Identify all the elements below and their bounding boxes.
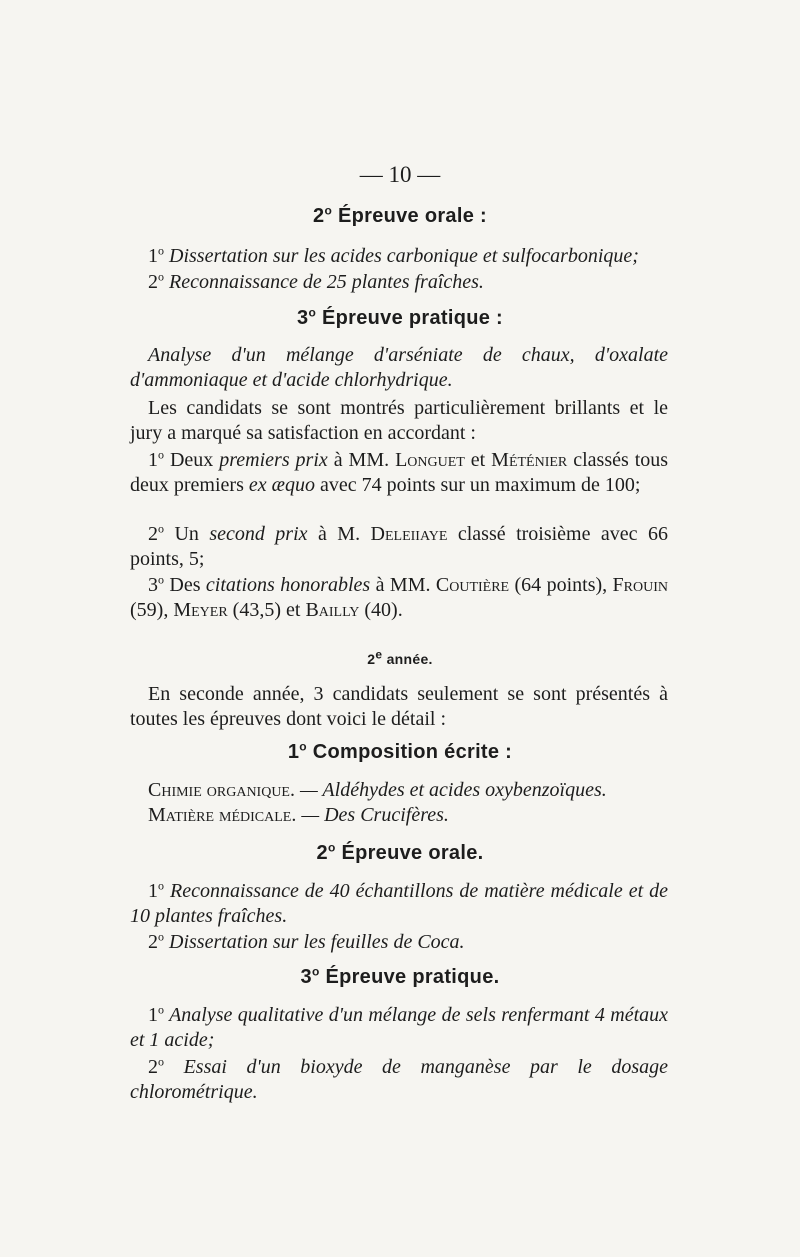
ordinal-mark: o	[324, 203, 333, 218]
results-prize-2: 2$^o$ Un second prix à M. Deleiiaye classé troisième avec 66 points, 5;	[130, 521, 668, 570]
heading-epreuve-pratique-1: 3$^o$ Épreuve pratique :	[297, 305, 503, 329]
section4-item-2: 2$^o$ Dissertation sur les feuilles de Coca.	[148, 929, 465, 953]
heading-epreuve-orale-2: 2$^o$ Épreuve orale.	[316, 840, 484, 864]
section5-item-2: 2$^o$ Essai d'un bioxyde de manganèse par le dosage chlorométrique.	[130, 1054, 668, 1103]
heading-epreuve-orale-1	[0, 205, 800, 228]
heading-composition-ecrite: 1$^o$ Composition écrite :	[287, 739, 513, 763]
second-year-intro: En seconde année, 3 candidats seulement se sont présentés à toutes les épreuves dont voici le détail :	[130, 683, 668, 730]
composition-line-1: Chimie organique. — Aldéhydes et acides oxybenzoïques.	[148, 779, 607, 801]
results-prize-3: 3$^o$ Des citations honorables à MM. Coutière (64 points), Frouin (59), Meyer (43,5) et Bailly (40).	[130, 572, 669, 621]
section2-text: Analyse d'un mélange d'arséniate de chaux, d'oxalate d'ammoniaque et d'acide chlorhydrique.	[130, 344, 668, 391]
section5-item-1: 1$^o$ Analyse qualitative d'un mélange de sels renfermant 4 métaux et 1 acide;	[130, 1002, 668, 1051]
heading-number: 2	[313, 205, 325, 227]
composition-line-2: Matière médicale. — Des Crucifères.	[148, 804, 449, 826]
section4-item-1: 1$^o$ Reconnaissance de 40 échantillons de matière médicale et de 10 plantes fraîches.	[130, 878, 669, 927]
heading-epreuve-pratique-2: 3$^o$ Épreuve pratique.	[300, 964, 500, 988]
page-number: — 10 —	[359, 162, 441, 187]
results-prize-1: 1$^o$ Deux premiers prix à MM. Longuet et Méténier classés tous deux premiers ex æquo avec 74 points sur un maximum de 100;	[130, 447, 669, 496]
section1-item-2: 2$^o$ Reconnaissance de 25 plantes fraîches.	[148, 269, 484, 293]
section1-item-1: 1$^o$ Dissertation sur les acides carbonique et sulfocarbonique;	[148, 243, 639, 267]
results-intro: Les candidats se sont montrés particulièrement brillants et le jury a marqué sa satisfaction en accordant :	[130, 397, 668, 444]
heading-second-year: 2e année.	[367, 647, 433, 667]
heading-text: Épreuve orale :	[337, 205, 487, 227]
